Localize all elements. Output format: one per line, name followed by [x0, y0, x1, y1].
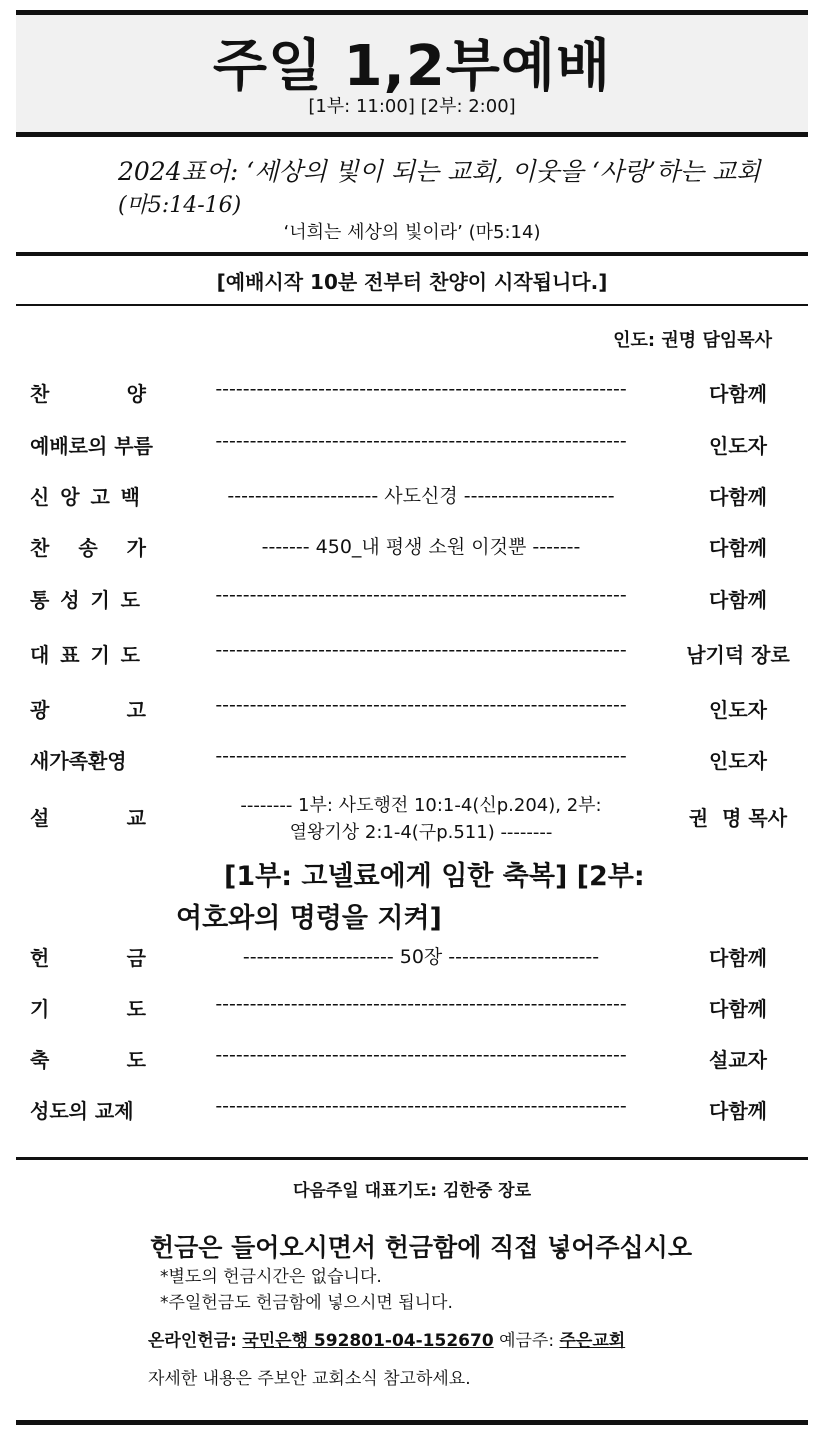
sermon-title-line1: [1부: 고넬료에게 임한 축복] [2부: [224, 861, 645, 892]
detail-note: 자세한 내용은 주보안 교회소식 참고하세요. [148, 1369, 471, 1389]
order-item-name-part: 신 [30, 485, 50, 509]
order-item-person: 권 명 목사 [688, 806, 788, 830]
order-row [0, 942, 826, 982]
order-item-name [30, 745, 170, 774]
order-item-name [30, 993, 146, 1022]
order-item-name-part: 통 [30, 588, 50, 612]
order-item-detail: ------------------------------------------------------------ [215, 430, 627, 452]
order-item-detail: ------------------------------------------------------------ [215, 1044, 627, 1066]
online-offering [148, 1326, 625, 1351]
sermon-title [176, 856, 676, 940]
order-item-name-part: 고 [126, 698, 146, 722]
sermon-passage-line1: -------- 1부: 사도행전 10:1-4(신p.204), 2부: [240, 795, 602, 816]
order-item-name-part: 설 [30, 806, 50, 830]
order-item-name-part: 양 [126, 382, 146, 406]
motto-rule [16, 252, 808, 256]
order-item-detail: ------------------------------------------------------------ [215, 639, 627, 661]
page-title: 주일 1,2부예배 [212, 34, 612, 99]
order-row [0, 1095, 826, 1135]
order-item-name-part: 찬 [30, 536, 50, 560]
motto-line2: (마5:14-16) [118, 193, 242, 218]
order-item-name [30, 584, 140, 613]
order-item-name-part: 성도의 교제 [30, 1099, 134, 1123]
offering-note-2: *주일헌금도 헌금함에 넣으시면 됩니다. [160, 1293, 453, 1313]
order-item-name [30, 1095, 170, 1124]
order-item-name-part: 도 [126, 1048, 146, 1072]
worship-notice: [예배시작 10분 전부터 찬양이 시작됩니다.] [216, 270, 608, 294]
order-item-name-part: 예배로의 부름 [30, 434, 153, 458]
order-item-detail: ---------------------- 50장 ---------------------- [242, 946, 600, 968]
service-leader: 인도: 권명 담임목사 [613, 330, 772, 351]
order-item-person: 다함께 [709, 588, 767, 612]
order-item-detail: ------------------------------------------------------------ [215, 1095, 627, 1117]
order-item-name-part: 대 [30, 643, 50, 667]
offering-heading: 헌금은 들어오시면서 헌금함에 직접 넣어주십시오 [150, 1233, 692, 1262]
sermon-title-line2: 여호와의 명령을 지켜] [176, 903, 442, 934]
header-rule [16, 132, 808, 137]
order-item-name-part: 축 [30, 1048, 50, 1072]
account-holder-name: 주은교회 [559, 1331, 626, 1351]
order-row [0, 430, 826, 470]
order-row [0, 745, 826, 785]
bank-account: 국민은행 592801-04-152670 [242, 1331, 494, 1351]
order-item-name-part: 새가족환영 [30, 749, 127, 773]
order-item-detail: ------- 450_내 평생 소원 이것뿐 ------- [261, 536, 581, 558]
order-item-name [30, 1044, 146, 1073]
order-item-name-part: 성 [60, 588, 80, 612]
order-row [0, 378, 826, 418]
order-row [0, 639, 826, 679]
order-item-name [30, 639, 140, 668]
order-row [0, 1044, 826, 1084]
bottom-rule [16, 1420, 808, 1425]
sermon-passage-line2: 열왕기상 2:1-4(구p.511) -------- [289, 822, 553, 843]
order-item-name-part: 고 [90, 485, 110, 509]
motto-verse: ‘너희는 세상의 빛이라’ (마5:14) [283, 222, 541, 243]
order-item-name [30, 378, 146, 407]
order-item-person: 인도자 [709, 749, 767, 773]
order-item-person: 다함께 [709, 997, 767, 1021]
order-item-name-part: 가 [126, 536, 146, 560]
order-item-name-part: 교 [126, 806, 146, 830]
order-item-person: 인도자 [709, 434, 767, 458]
footer-rule [16, 1157, 808, 1160]
order-item-name-part: 도 [120, 643, 140, 667]
order-item-name-part: 광 [30, 698, 50, 722]
order-row [0, 481, 826, 521]
order-item-detail: ------------------------------------------------------------ [215, 745, 627, 767]
order-item-name-part: 기 [30, 997, 50, 1021]
order-item-name-part: 도 [120, 588, 140, 612]
order-item-name-part: 백 [120, 485, 140, 509]
order-item-name-part: 표 [60, 643, 80, 667]
order-row [0, 694, 826, 734]
order-item-name [30, 481, 140, 510]
order-item-name-part: 앙 [60, 485, 80, 509]
order-item-detail: ---------------------- 사도신경 ---------------------- [227, 485, 615, 507]
order-row [0, 584, 826, 624]
order-item-detail: ------------------------------------------------------------ [215, 993, 627, 1015]
order-item-name-part: 송 [78, 536, 98, 560]
top-rule [16, 10, 808, 15]
order-item-name [30, 942, 146, 971]
order-item-person: 남기덕 장로 [686, 643, 790, 667]
order-item-name-part: 기 [90, 643, 110, 667]
order-item-detail: ------------------------------------------------------------ [215, 378, 627, 400]
sermon-passage [196, 792, 646, 846]
order-row [0, 993, 826, 1033]
order-item-person: 다함께 [709, 946, 767, 970]
order-item-detail: ------------------------------------------------------------ [215, 694, 627, 716]
motto-line1: 2024표어: ‘세상의 빛이 되는 교회, 이웃을 ‘사랑’하는 교회 [118, 157, 761, 186]
order-row [0, 532, 826, 572]
order-item-name-part: 금 [126, 946, 146, 970]
order-item-person: 다함께 [709, 1099, 767, 1123]
order-item-name [30, 430, 170, 459]
order-item-name-part: 도 [126, 997, 146, 1021]
order-item-name [30, 694, 146, 723]
order-item-person: 다함께 [709, 485, 767, 509]
service-times: [1부: 11:00] [2부: 2:00] [308, 96, 516, 117]
order-item-name-part: 기 [90, 588, 110, 612]
offering-note-1: *별도의 헌금시간은 없습니다. [160, 1267, 382, 1287]
online-offering-label: 온라인헌금: [148, 1331, 237, 1351]
notice-rule [16, 304, 808, 306]
next-week-prayer: 다음주일 대표기도: 김한중 장로 [292, 1181, 532, 1201]
order-item-name-part: 찬 [30, 382, 50, 406]
order-item-person: 설교자 [709, 1048, 767, 1072]
order-item-person: 인도자 [709, 698, 767, 722]
account-holder-label: 예금주: [499, 1331, 555, 1351]
order-item-person: 다함께 [709, 382, 767, 406]
order-item-name-part: 헌 [30, 946, 50, 970]
order-item-name [30, 532, 146, 561]
order-item-detail: ------------------------------------------------------------ [215, 584, 627, 606]
order-item-name [30, 802, 146, 831]
order-item-person: 다함께 [709, 536, 767, 560]
